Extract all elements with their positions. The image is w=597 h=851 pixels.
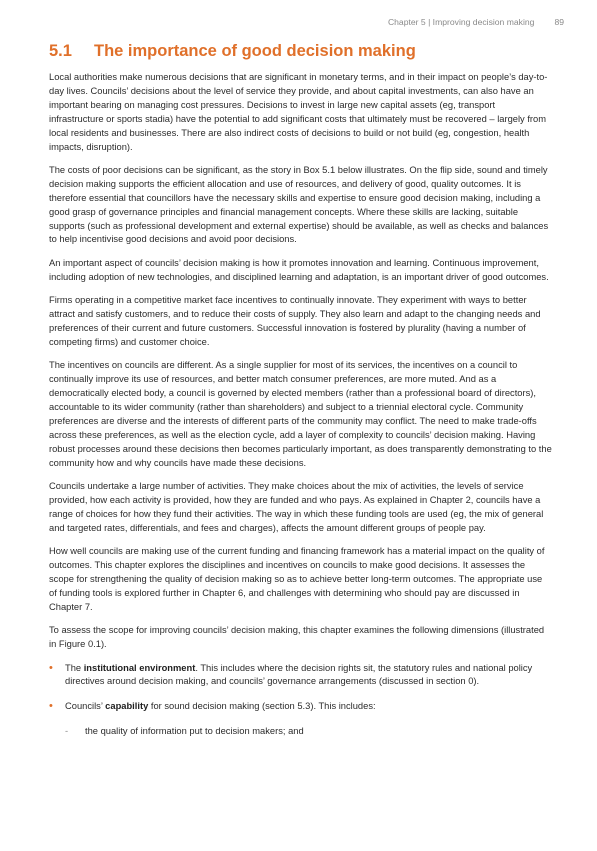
list-item-prefix: Councils’ <box>65 701 106 712</box>
list-item <box>49 662 552 690</box>
section-number: 5.1 <box>49 42 72 60</box>
list-item-prefix: The <box>65 662 84 673</box>
paragraph: Firms operating in a competitive market face incentives to continually innovate. They experiment with ways to better attract and satisfy customers, and to reduce their costs of supply. They also learn and adapt to the changing needs and preferences of their current and future customers. Successful innovation is fostered by plurality (having a number of competing firms) and customer choice. <box>49 295 541 347</box>
paragraph: An important aspect of councils’ decision making is how it promotes innovation and learning. Continuous improvement, including adoption of new technologies, and disciplined learning and adaptation, is an important driver of good outcomes. <box>49 257 549 282</box>
dimension-list <box>49 662 552 715</box>
body-text <box>49 71 552 739</box>
list-item <box>49 700 552 714</box>
dash-icon: - <box>65 726 69 737</box>
list-item-text: for sound decision making (section 5.3). This includes: <box>148 701 376 712</box>
paragraph: Councils undertake a large number of activities. They make choices about the mix of activities, the levels of service provided, how each activity is provided, how they are funded and who pays. As explained in Chapter 2, councils have a range of choices for how they fund their activities. The way in which these funding tools are used (eg, the mix of general and targeted rates, differentials, and fees and charges), affects the amount different groups of people pay. <box>49 481 544 533</box>
section-heading <box>49 42 559 61</box>
list-item-keyword: capability <box>105 701 149 712</box>
section-title: The importance of good decision making <box>94 42 416 60</box>
paragraph: The costs of poor decisions can be significant, as the story in Box 5.1 below illustrates. On the flip side, sound and timely decision making supports the efficient allocation and use of resources, and delivery of good, quality outcomes. It is therefore essential that councillors have the necessary skills and expertise to ensure good decision making, including a good grasp of governance principles and financial management concepts. Where these skills are lacking, suitable supports (such as professional development and external expertise) should be available, as well as checks and balances to help incentivise good decisions and avoid poor decisions. <box>49 164 549 245</box>
paragraph: The incentives on councils are different. As a single supplier for most of its services, the incentives on a council to continually improve its use of resources, and better match consumer preferences, are more muted. And as a democratically elected body, a council is governed by elected members (rather than a professional board of directors), accountable to its wider community (rather than shareholders) and subject to a triennial electoral cycle. Community preferences are diverse and the interests of different parts of the community may conflict. The need to make trade-offs across these preferences, as well as the election cycle, add a layer of complexity to councils’ decision making. Having robust processes around these decisions then becomes particularly important, as does transparently demonstrating to the community how and why councils have made these decisions. <box>49 360 552 468</box>
sub-list-item <box>49 725 552 739</box>
paragraph: Local authorities make numerous decisions that are significant in monetary terms, and in their impact on people’s day-to-day lives. Councils’ decisions about the level of service they provide, and about capital investments, can also have an important bearing on managing cost pressures. Decisions to invest in large new capital assets (eg, transport infrastructure or sports stadia) have the potential to add significant costs that ultimately must be recovered – largely from local residents and businesses. There are also indirect costs of decisions to build or not build (eg, congestion, health impacts, disruption). <box>49 72 548 152</box>
list-item-text: . This includes where the decision rights sit, the statutory rules and national policy directives around decision making, and councils’ governance arrangements (discussed in section 0). <box>65 662 533 687</box>
sub-list <box>49 725 552 739</box>
bullet-dot-icon: • <box>49 700 53 713</box>
sub-list-item-text: the quality of information put to decision makers; and <box>85 726 304 737</box>
page-number: 89 <box>554 17 564 27</box>
bullet-dot-icon: • <box>49 661 53 674</box>
paragraph: How well councils are making use of the current funding and financing framework has a material impact on the quality of outcomes. This chapter explores the disciplines and incentives on councils to make good decisions. It assesses the scope for strengthening the quality of decision making so as to achieve better long-term outcomes. The appropriate use of funding tools is explored further in Chapter 6, and challenges with determining who should pay are discussed in Chapter 7. <box>49 546 545 612</box>
chapter-label: Chapter 5 | Improving decision making <box>387 17 535 27</box>
list-item-keyword: institutional environment <box>83 662 196 673</box>
paragraph: To assess the scope for improving councils’ decision making, this chapter examines the following dimensions (illustrated in Figure 0.1). <box>49 625 545 650</box>
running-header <box>388 17 564 27</box>
